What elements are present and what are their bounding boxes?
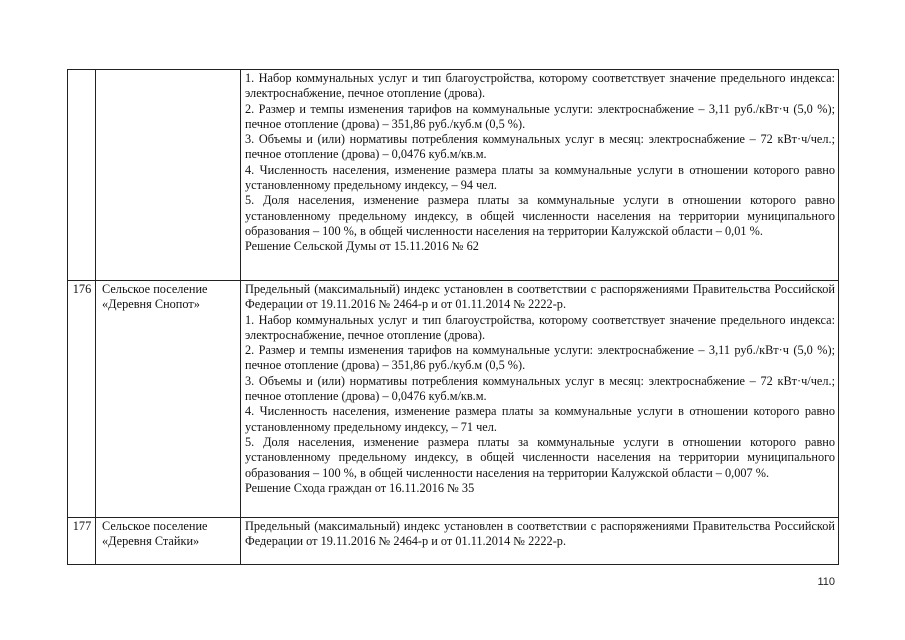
- paragraph-item-4: 4. Численность населения, изменение размера платы за коммунальные услуги в отношении которого равно установленному предельному индексу, – 94 чел.: [245, 162, 835, 193]
- settlement-name: Сельское поселение «Деревня Стайки»: [96, 518, 241, 565]
- paragraph-item-3: 3. Объемы и (или) нормативы потребления коммунальных услуг в месяц: электроснабжение – 72 кВт·ч/чел.; печное отопление (дрова) – 0,0476 куб.м/кв.м.: [245, 132, 835, 162]
- table-row-176: [68, 281, 839, 518]
- paragraph-item-5: 5. Доля населения, изменение размера платы за коммунальные услуги в отношении которого равно установленному предельному индексу, в общей численности населения на территории муниципального образования – 100 %, в общей численности населения на территории Калужской области – 0,007 %.: [245, 434, 835, 480]
- decision-reference: Решение Сельской Думы от 15.11.2016 № 62: [245, 239, 479, 254]
- settlement-name: [96, 70, 241, 281]
- paragraph-item-4: 4. Численность населения, изменение размера платы за коммунальные услуги в отношении которого равно установленному предельному индексу, – 71 чел.: [245, 404, 835, 434]
- index-description: [241, 518, 839, 565]
- index-basis-text: Предельный (максимальный) индекс установлен в соответствии с распоряжениями Правительства Российской Федерации от 19.11.2016 № 2464-р и от 01.11.2014 № 2222-р.: [245, 519, 835, 549]
- tariff-table: [67, 69, 839, 565]
- paragraph-item-1: 1. Набор коммунальных услуг и тип благоустройства, которому соответствует значение предельного индекса: электроснабжение, печное отопление (дрова).: [245, 312, 835, 342]
- row-number: 176: [68, 281, 96, 518]
- paragraph-item-2: 2. Размер и темпы изменения тарифов на коммунальные услуги: электроснабжение – 3,11 руб./кВт·ч (5,0 %); печное отопление (дрова) – 351,86 руб./куб.м (0,5 %).: [245, 101, 835, 131]
- row-number: 177: [68, 518, 96, 565]
- index-basis-text: Предельный (максимальный) индекс установлен в соответствии с распоряжениями Правительства Российской Федерации от 19.11.2016 № 2464-р и от 01.11.2014 № 2222-р.: [245, 282, 835, 312]
- table-row-continuation: [68, 70, 839, 281]
- index-description: [241, 281, 839, 518]
- page-number: 110: [817, 576, 835, 588]
- paragraph-item-3: 3. Объемы и (или) нормативы потребления коммунальных услуг в месяц: электроснабжение – 72 кВт·ч/чел.; печное отопление (дрова) – 0,0476 куб.м/кв.м.: [245, 373, 835, 404]
- paragraph-item-5: 5. Доля населения, изменение размера платы за коммунальные услуги в отношении которого равно установленному предельному индексу, в общей численности населения на территории муниципального образования – 100 %, в общей численности населения на территории Калужской области – 0,01 %.: [245, 193, 835, 238]
- settlement-name: Сельское поселение «Деревня Снопот»: [96, 281, 241, 518]
- paragraph-item-1: 1. Набор коммунальных услуг и тип благоустройства, которому соответствует значение предельного индекса: электроснабжение, печное отопление (дрова).: [245, 71, 835, 101]
- row-number: [68, 70, 96, 281]
- decision-reference: Решение Схода граждан от 16.11.2016 № 35: [245, 480, 475, 495]
- index-description: [241, 70, 839, 281]
- table-row-177: [68, 518, 839, 565]
- paragraph-item-2: 2. Размер и темпы изменения тарифов на коммунальные услуги: электроснабжение – 3,11 руб./кВт·ч (5,0 %); печное отопление (дрова) – 351,86 руб./куб.м (0,5 %).: [245, 343, 835, 373]
